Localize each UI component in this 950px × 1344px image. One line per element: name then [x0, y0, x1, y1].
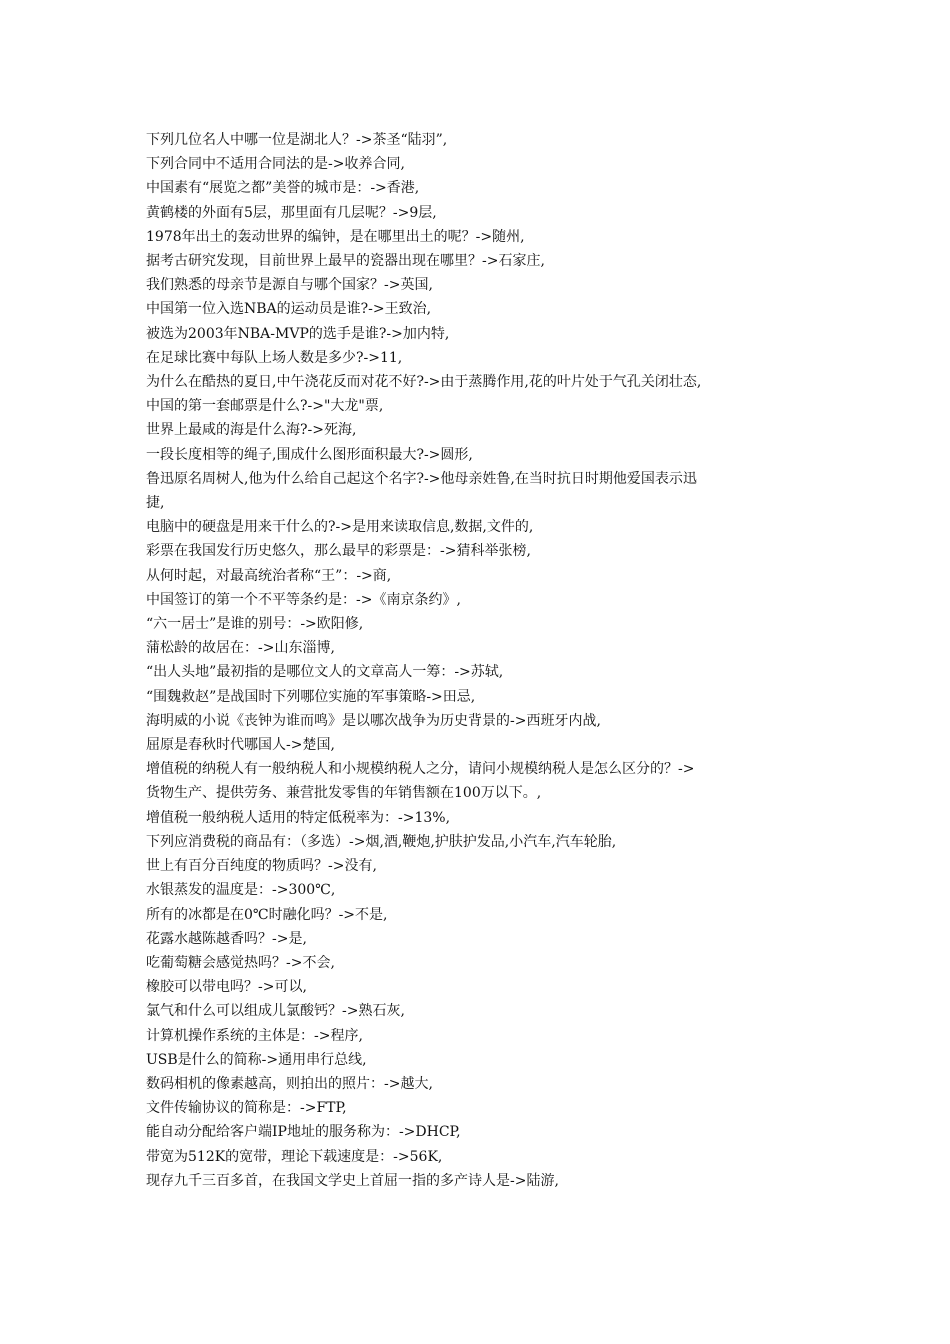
text-line: 水银蒸发的温度是：->300℃, — [146, 882, 336, 899]
text-line: 从何时起，对最高统治者称“王”：->商, — [146, 567, 392, 584]
text-line: “出人头地”最初指的是哪位文人的文章高人一筹：->苏轼, — [146, 664, 504, 681]
text-line: 在足球比赛中每队上场人数是多少?->11, — [146, 349, 403, 366]
text-line: 中国签订的第一个不平等条约是：->《南京条约》, — [146, 591, 461, 608]
text-line: 被选为2003年NBA-MVP的选手是谁?->加内特, — [146, 325, 450, 342]
text-line: 电脑中的硬盘是用来干什么的?->是用来读取信息,数据,文件的, — [146, 519, 534, 536]
text-line: “围魏救赵”是战国时下列哪位实施的军事策略->田忌, — [146, 688, 476, 705]
text-line: 屈原是春秋时代哪国人->楚国, — [146, 737, 335, 754]
text-line: 下列应消费税的商品有：（多选）->烟,酒,鞭炮,护肤护发品,小汽车,汽车轮胎, — [146, 833, 617, 850]
text-line: 货物生产、提供劳务、兼营批发零售的年销售额在100万以下。, — [146, 785, 542, 802]
text-line: 海明威的小说《丧钟为谁而鸣》是以哪次战争为历史背景的->西班牙内战, — [146, 712, 601, 729]
text-line: 现存九千三百多首，在我国文学史上首屈一指的多产诗人是->陆游, — [146, 1172, 559, 1189]
text-line: 增值税一般纳税人适用的特定低税率为：->13%, — [146, 809, 451, 826]
text-line: 数码相机的像素越高，则拍出的照片：->越大, — [146, 1075, 433, 1092]
text-line: 蒲松龄的故居在：->山东淄博, — [146, 640, 335, 657]
document-text — [146, 128, 826, 1193]
text-line: 为什么在酷热的夏日,中午浇花反而对花不好?->由于蒸腾作用,花的叶片处于气孔关闭壮态, — [146, 374, 702, 391]
text-line: 鲁迅原名周树人,他为什么给自己起这个名字?->他母亲姓鲁,在当时抗日时期他爱国表示迅 — [146, 470, 697, 487]
text-line: 彩票在我国发行历史悠久，那么最早的彩票是：->猜科举张榜, — [146, 543, 531, 560]
text-line: 中国的第一套邮票是什么?->"大龙"票, — [146, 398, 384, 415]
text-line: 橡胶可以带电吗？->可以, — [146, 979, 307, 996]
text-line: 下列几位名人中哪一位是湖北人？->茶圣“陆羽”, — [146, 132, 448, 148]
text-line: 世上有百分百纯度的物质吗？->没有, — [146, 858, 377, 875]
text-line: 据考古研究发现，目前世界上最早的瓷器出现在哪里？->石家庄, — [146, 253, 545, 270]
text-line: 带宽为512K的宽带，理论下载速度是：->56K, — [146, 1148, 443, 1165]
text-line: 一段长度相等的绳子,围成什么图形面积最大?->圆形, — [146, 446, 473, 463]
text-line: 氯气和什么可以组成儿氯酸钙？->熟石灰, — [146, 1003, 405, 1020]
text-line: 捷, — [146, 495, 165, 512]
text-line: USB是什么的简称->通用串行总线, — [146, 1051, 367, 1068]
text-line: 增值税的纳税人有一般纳税人和小规模纳税人之分，请问小规模纳税人是怎么区分的？-> — [146, 761, 695, 778]
text-line: 能自动分配给客户端IP地址的服务称为：->DHCP, — [146, 1124, 461, 1141]
text-line: 计算机操作系统的主体是：->程序, — [146, 1027, 363, 1044]
text-line: 下列合同中不适用合同法的是->收养合同, — [146, 156, 405, 173]
text-line: 吃葡萄糖会感觉热吗？->不会, — [146, 954, 335, 971]
text-line: 我们熟悉的母亲节是源自与哪个国家？->英国, — [146, 277, 433, 294]
text-line: 中国素有“展览之都”美誉的城市是：->香港, — [146, 180, 420, 197]
text-line: “六一居士”是谁的别号：->欧阳修, — [146, 616, 364, 633]
text-line: 世界上最咸的海是什么海?->死海, — [146, 422, 357, 439]
text-line: 1978年出土的轰动世界的编钟，是在哪里出土的呢？->随州, — [146, 228, 525, 245]
text-line: 黄鹤楼的外面有5层，那里面有几层呢？->9层, — [146, 204, 437, 221]
text-line: 文件传输协议的简称是：->FTP, — [146, 1100, 347, 1117]
text-line: 所有的冰都是在0℃时融化吗？->不是, — [146, 906, 388, 923]
text-line: 中国第一位入选NBA的运动员是谁?->王致治, — [146, 301, 432, 318]
text-line: 花露水越陈越香吗？->是, — [146, 930, 307, 947]
